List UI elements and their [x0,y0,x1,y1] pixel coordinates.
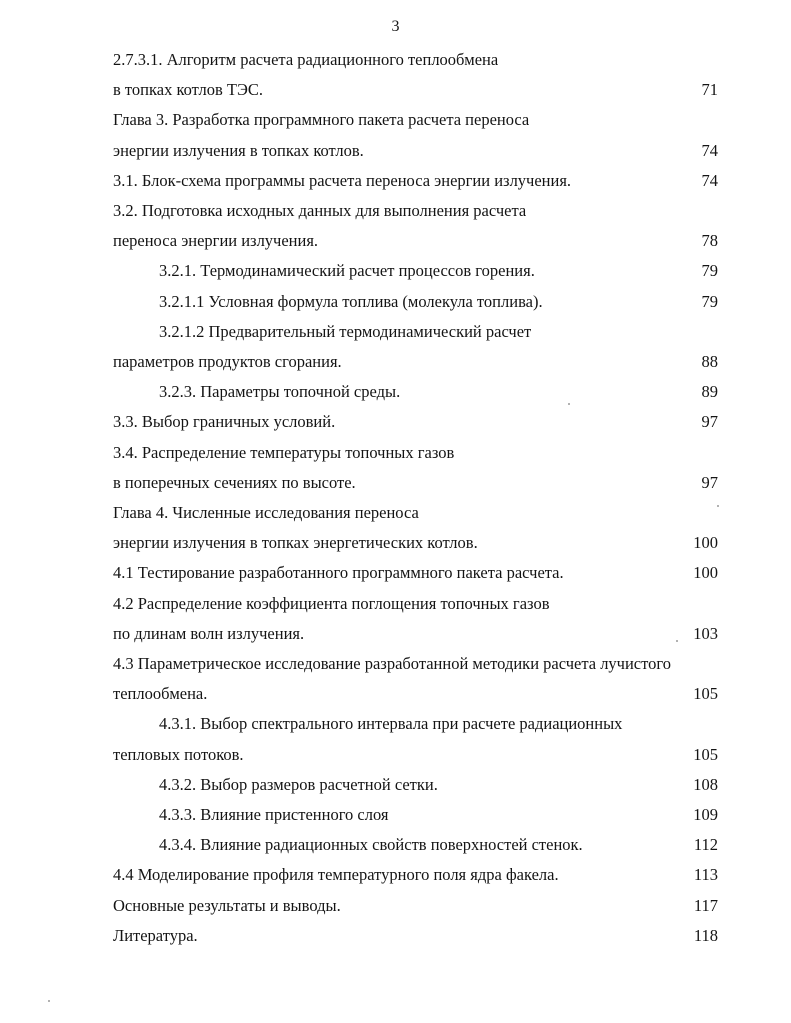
toc-entry [113,743,718,767]
toc-entry-title: в поперечных сечениях по высоте. [113,472,356,492]
toc-entry-title: энергии излучения в топках энергетических котлов. [113,533,478,553]
toc-entry-page: 74 [701,140,718,160]
toc-entry-title: Литература. [113,925,198,945]
toc-entry [113,592,718,616]
toc-entry-page: 103 [693,623,718,643]
toc-entry-page: 105 [693,744,718,764]
toc-entry [113,169,718,193]
toc-entry-page: 97 [701,472,718,492]
toc-entry-title: энергии излучения в топках котлов. [113,140,364,160]
toc-entry-title: 3.2.3. Параметры топочной среды. [159,382,401,402]
toc-entry-title: в топках котлов ТЭС. [113,80,263,100]
toc-entry-title: 3.2.1.2 Предварительный термодинамический расчет [159,321,532,341]
scan-speck [568,403,570,405]
toc-entry-page: 112 [693,835,718,855]
toc-entry-title: 3.4. Распределение температуры топочных газов [113,442,455,462]
toc-entry-page: 79 [701,291,718,311]
toc-entry [113,108,718,132]
toc-entry-page: 113 [693,865,718,885]
toc-entry-title: 3.2. Подготовка исходных данных для выполнения расчета [113,201,527,220]
toc-entry [113,894,718,918]
toc-entry-page: 100 [693,533,718,553]
toc-entry [113,561,718,585]
toc-entry-page: 100 [693,563,718,583]
toc-entry-page: 117 [693,895,718,915]
toc-entry [113,139,718,163]
toc-entry-page: 89 [701,382,718,402]
toc-entry-title: 4.3 Параметрическое исследование разработанной методики расчета лучистого [113,654,671,673]
toc-entry [113,531,718,555]
toc-entry [113,773,718,797]
toc-entry-title: 4.3.4. Влияние радиационных свойств поверхностей стенок. [159,835,583,855]
toc-entry-title: параметров продуктов сгорания. [113,352,342,371]
toc-entry-page: 71 [701,80,718,100]
toc-entry-page: 78 [701,231,718,251]
toc-entry-page: 79 [701,261,718,281]
toc-entry-title: 2.7.3.1. Алгоритм расчета радиационного теплообмена [113,50,499,69]
toc-entry-title: 3.1. Блок-схема программы расчета переноса энергии излучения. [113,170,572,190]
toc-entry [113,199,718,223]
toc-entry [113,320,718,344]
scan-speck [676,640,678,642]
toc-entry [113,229,718,253]
toc-entry [113,441,718,465]
toc-entry-title: Глава 3. Разработка программного пакета расчета переноса [113,110,530,130]
toc-entry-title: 4.1 Тестирование разработанного программного пакета расчета. [113,563,564,583]
toc-entry-title: 3.2.1.1 Условная формула топлива (молекула топлива). [159,291,543,311]
toc-entry-title: 4.3.1. Выбор спектрального интервала при расчете радиационных [159,714,623,734]
toc-entry [113,501,718,525]
toc-entry [113,471,718,495]
toc-entry [113,652,718,676]
toc-entry-page: 105 [693,684,718,704]
page-number: 3 [391,18,400,35]
scan-speck [48,1000,50,1002]
toc-entry-page: 109 [693,805,718,824]
toc-entry-title: Основные результаты и выводы. [113,895,341,915]
toc-entry-title: 4.4 Моделирование профиля температурного поля ядра факела. [113,865,559,885]
toc-entry-page: 118 [693,925,718,945]
toc-entry [113,622,718,646]
toc-entry [113,48,718,72]
toc-entry [113,924,718,948]
toc-entry [113,350,718,374]
toc-entry-title: тепловых потоков. [113,744,244,764]
toc-entry [113,712,718,736]
toc-entry-title: 4.3.3. Влияние пристенного слоя [159,805,389,824]
toc-entry [113,380,718,404]
toc-entry-title: 3.2.1. Термодинамический расчет процессов горения. [159,261,535,281]
toc-entry-title: Глава 4. Численные исследования переноса [113,503,419,522]
toc-entry-page: 108 [693,774,718,794]
toc-entry [113,863,718,887]
toc-entry-page: 74 [701,170,718,190]
toc-entry [113,410,718,434]
toc-entry-title: переноса энергии излучения. [113,231,319,251]
toc-entry [113,290,718,314]
toc-entry-title: теплообмена. [113,684,208,704]
toc-entry-title: по длинам волн излучения. [113,623,305,643]
toc-entry [113,803,718,827]
toc-entry-title: 3.3. Выбор граничных условий. [113,412,336,432]
toc-entry [113,259,718,283]
toc-entry-title: 4.2 Распределение коэффициента поглощения топочных газов [113,593,550,613]
toc-entry [113,833,718,857]
toc-entry [113,78,718,102]
toc-entry-page: 88 [701,352,718,371]
toc-entry-title: 4.3.2. Выбор размеров расчетной сетки. [159,774,438,794]
toc-entry [113,682,718,706]
scan-speck [717,505,719,507]
toc-entry-page: 97 [701,412,718,432]
